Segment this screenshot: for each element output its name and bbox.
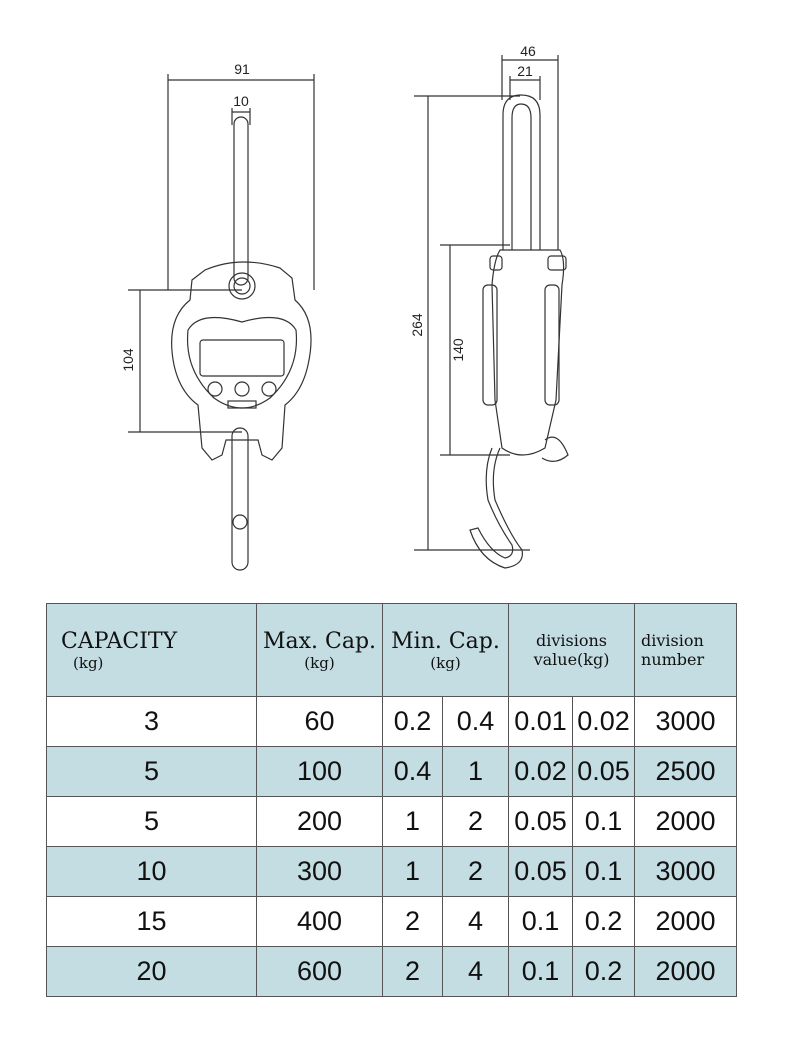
side-view [414,55,568,568]
cell-division-1: 0.1 [509,897,573,947]
header-min-cap-label: Min. Cap. [391,628,500,654]
table-row [47,947,737,997]
header-capacity [47,604,257,697]
header-divisions-unit: value(kg) [533,650,610,669]
cell-min-cap-1: 0.4 [383,747,443,797]
cell-min-cap-1: 0.2 [383,697,443,747]
cell-max-cap: 100 [257,747,383,797]
cell-division-number: 2000 [635,897,737,947]
header-max-cap [257,604,383,697]
cell-capacity: 10 [47,847,257,897]
cell-min-cap-2: 2 [443,797,509,847]
cell-capacity: 5 [47,747,257,797]
table-row [47,897,737,947]
header-max-cap-label: Max. Cap. [262,628,377,654]
table-row [47,847,737,897]
header-divisions-value [509,604,635,697]
cell-division-2: 0.1 [573,797,635,847]
table-row [47,697,737,747]
cell-min-cap-1: 1 [383,847,443,897]
dim-side-width: 46 [520,43,536,59]
cell-division-number: 3000 [635,847,737,897]
cell-min-cap-2: 2 [443,847,509,897]
cell-min-cap-2: 1 [443,747,509,797]
cell-capacity: 15 [47,897,257,947]
dim-side-body-height: 140 [450,338,466,362]
cell-division-2: 0.2 [573,947,635,997]
cell-capacity: 5 [47,797,257,847]
cell-division-number: 2500 [635,747,737,797]
header-max-cap-unit: (kg) [304,653,335,672]
table-header-row [47,604,737,697]
cell-division-number: 2000 [635,797,737,847]
cell-min-cap-1: 2 [383,897,443,947]
front-view [128,74,314,570]
cell-division-2: 0.02 [573,697,635,747]
cell-division-number: 3000 [635,697,737,747]
header-capacity-label: CAPACITY [61,628,178,654]
cell-min-cap-1: 1 [383,797,443,847]
cell-min-cap-2: 0.4 [443,697,509,747]
table-row [47,747,737,797]
dim-front-height: 104 [120,348,136,372]
cell-min-cap-2: 4 [443,897,509,947]
cell-division-number: 2000 [635,947,737,997]
cell-division-2: 0.05 [573,747,635,797]
cell-division-1: 0.01 [509,697,573,747]
cell-max-cap: 300 [257,847,383,897]
header-division-number-label: division [641,631,704,650]
cell-max-cap: 600 [257,947,383,997]
dim-front-width: 91 [234,61,250,77]
cell-division-1: 0.05 [509,847,573,897]
cell-division-1: 0.1 [509,947,573,997]
specification-table [46,603,737,997]
cell-capacity: 3 [47,697,257,747]
table-row [47,797,737,847]
dim-side-hook-width: 21 [517,63,533,79]
dim-side-total-height: 264 [409,313,425,337]
cell-max-cap: 60 [257,697,383,747]
cell-min-cap-2: 4 [443,947,509,997]
header-capacity-unit: (kg) [73,653,104,672]
cell-division-2: 0.1 [573,847,635,897]
header-division-number [635,604,737,697]
cell-division-2: 0.2 [573,897,635,947]
cell-capacity: 20 [47,947,257,997]
cell-division-1: 0.02 [509,747,573,797]
cell-max-cap: 400 [257,897,383,947]
header-divisions-label: divisions [536,631,607,650]
cell-division-1: 0.05 [509,797,573,847]
cell-max-cap: 200 [257,797,383,847]
cell-min-cap-1: 2 [383,947,443,997]
dim-front-hook-width: 10 [233,93,249,109]
header-min-cap-unit: (kg) [430,653,461,672]
header-division-number-label-2: number [641,650,705,669]
header-min-cap [383,604,509,697]
